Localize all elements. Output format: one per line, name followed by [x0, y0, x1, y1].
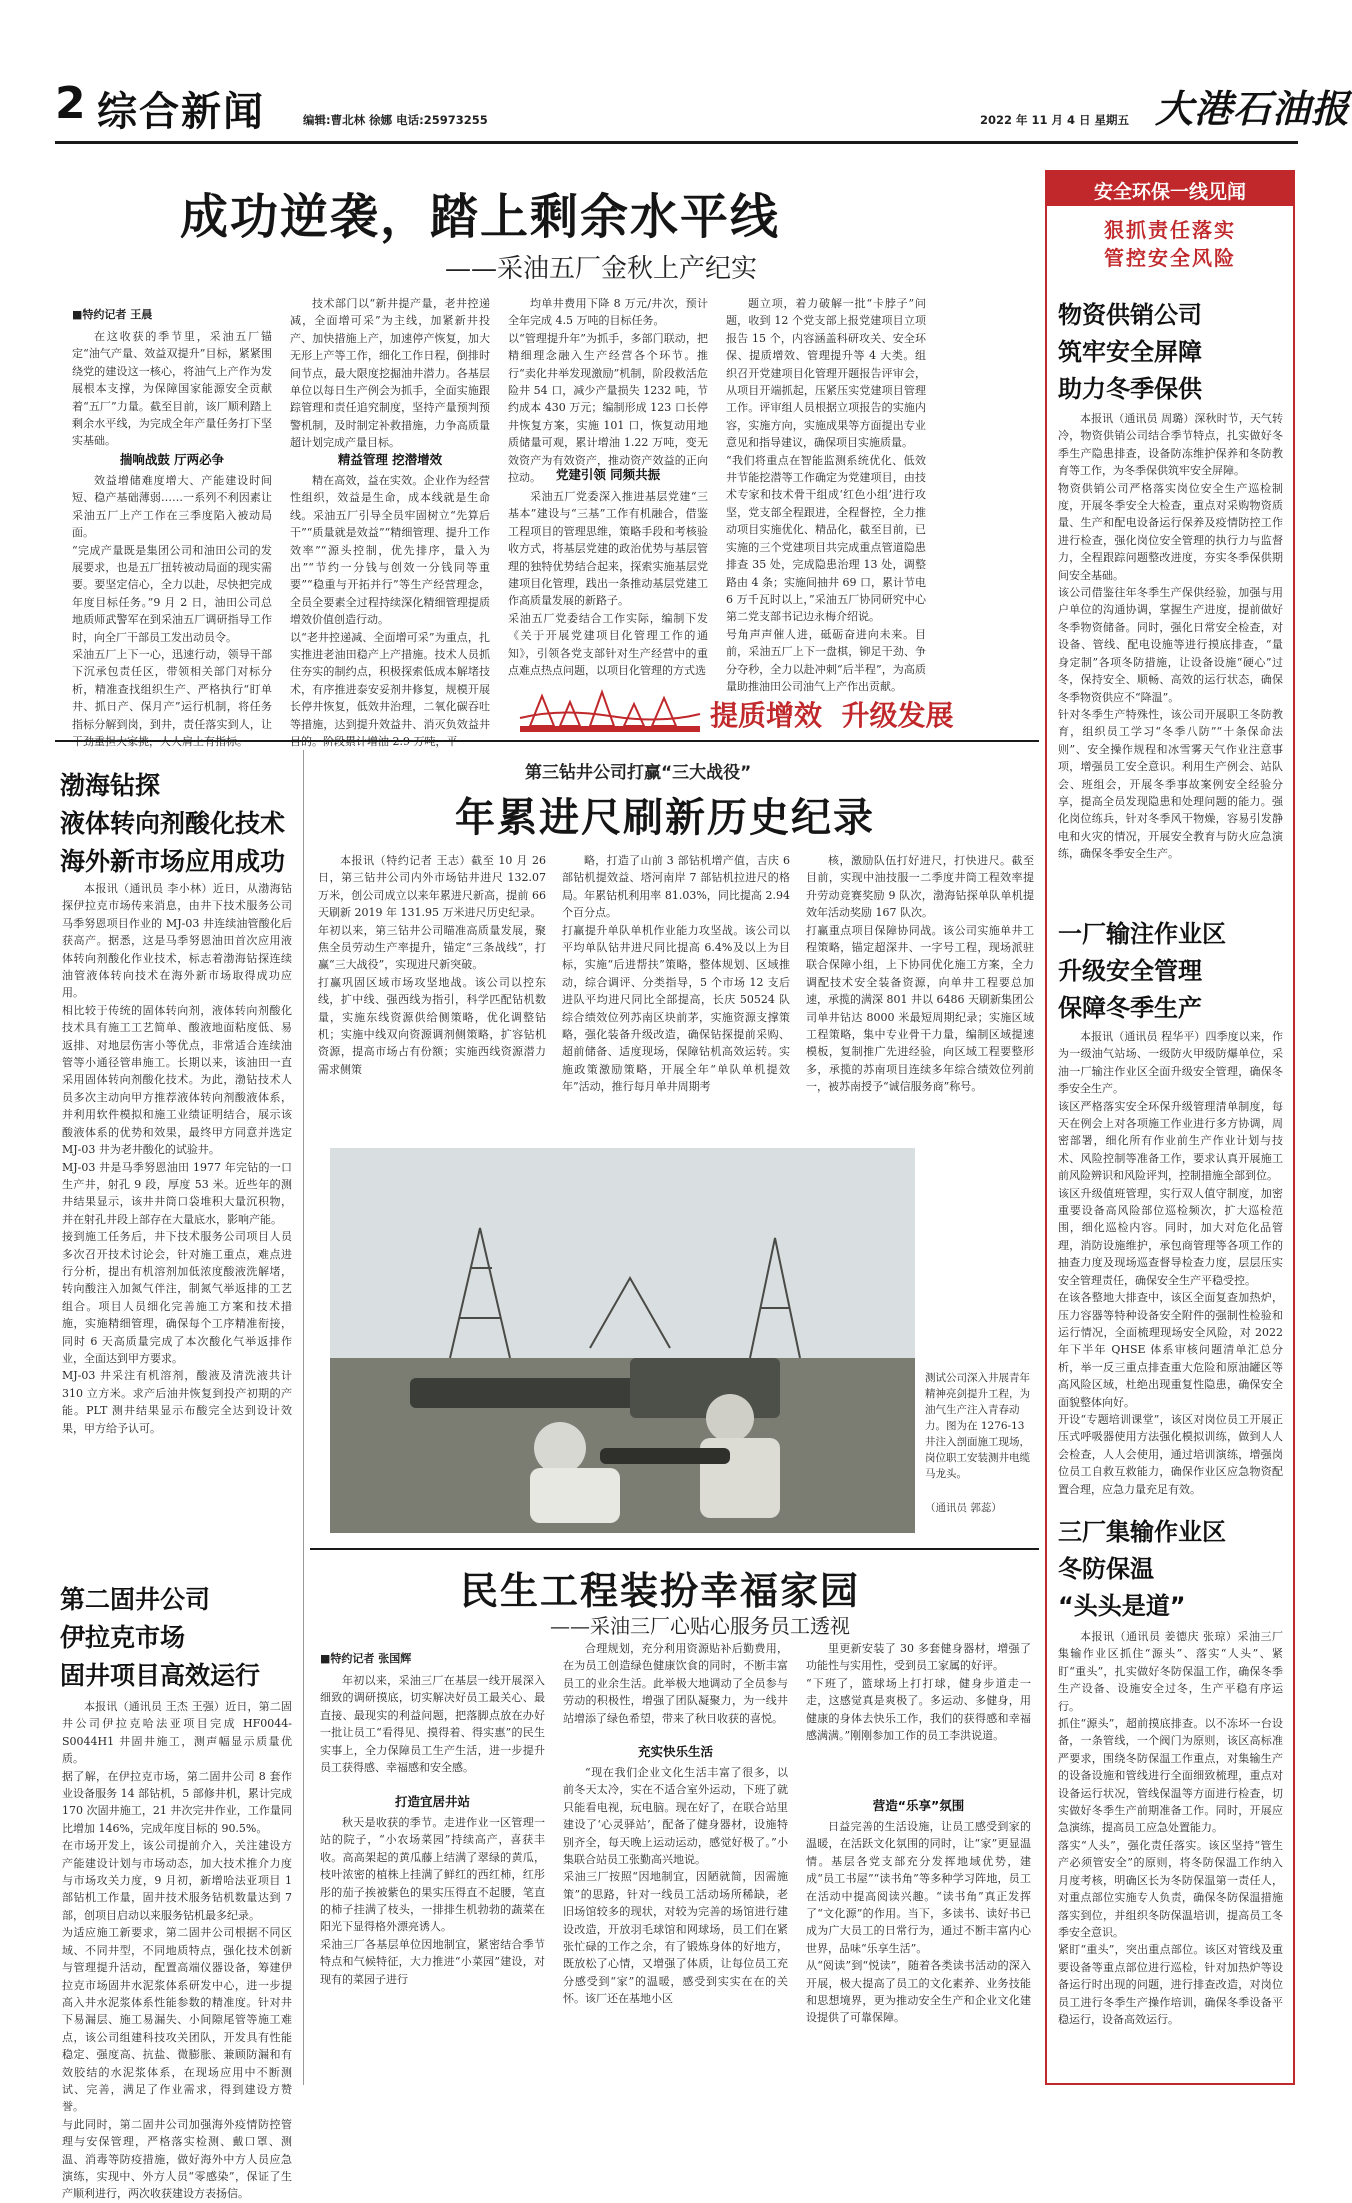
banner-text: 提质增效 升级发展 — [710, 699, 954, 732]
section-title: 综合新闻 — [97, 89, 265, 135]
lead-col4-text: 题立项，着力破解一批“卡脖子”问题，收到 12 个党支部上报党建项目立项报告 15 个，内容涵盖科研攻关、安全环保、提质增效、管理提升等 4 大类。组织召开党建项目化管理开题报告评审会，从项目开端抓起，压紧压实党建项目管理工作。评审组人员根据立项报告的实施内容，实施方向，实施成果等方面提出专业意见和指导建议，确保项目实施质量。 “我们将重点在智能监测系统优化、低效井节能挖潜等工作确定为党建项目，由技术专家和技术骨干组成‘红色小组’进行攻坚，党支部全程跟进，全程督控，全力推动项目实施优化、精品化，截至目前，已实施的三个党建项目共完成重点管道隐患排查 35 处，完成隐患治理 13 处，调整路由 4 条；实施间抽井 69 口，累计节电 6 万千瓦时以上，”采油五厂协同研究中心第二党支部书记边永梅介绍说。 号角声声催人进，砥砺奋进向未来。目前，采油五厂上下一盘棋，铆足干劲、争分夺秒，全力以赴冲刺“后半程”，为高质量助推油田公司油气上产作出贡献。 — [726, 297, 926, 693]
left-column-divider — [303, 750, 304, 2085]
sidebar-a3-title-3: “头头是道” — [1058, 1592, 1186, 1620]
lead-col2-text: 技术部门以“新井提产量，老井控递减，全面增可采”为主线，加紧新井投产、加快措施上产，加速停产恢复，加大无形上产等工作，细化工作日程，倒排时间节点，最大限度挖掘油井潜力。各基层单位以每日生产例会为抓手，全面实施跟踪管理和责任追究制度，坚持产量预判预警机制，及时制定补救措施，力争高质量超计划完成产量目标。 — [290, 297, 490, 450]
second-title-3: 固井项目高效运行 — [60, 1661, 261, 1690]
lead-col2b-text: 精在高效，益在实效。企业作为经营性组织，效益是生命，成本线就是生命线。采油五厂引导全员牢固树立“先算后干”“质量就是效益”“精细管理、提升工作效率”“源头控制，优先排序，量入为出”“节约一分钱与创效一分钱同等重要”“稳重与开拓并行”等生产经营理念，全员全要素全过程持续深化精细管理提质增效价值创造行动。 以“老井控递减、全面增可采”为重点，扎实推进老油田稳产上产措施。技术人员抓住夯实的制约点，积极探索低成本解堵技术，有序推进泰安妥剂井修复，规模开展长停井恢复，低效井治理，二氧化碳吞吐等措施，达到提升效益井、消灭负效益井 — [290, 474, 490, 731]
masthead-rule — [55, 141, 1298, 144]
bohai-title-1: 渤海钻探 — [60, 771, 161, 800]
sidebar-a1-title-3: 助力冬季保供 — [1058, 375, 1202, 403]
lead-subhead-1: 揣响战鼓 厅两必争 — [119, 452, 225, 467]
drill-title: 年累进尺刷新历史纪录 — [455, 795, 875, 841]
livelihood-col3-text: 里更新安装了 30 多套健身器材，增强了功能性与实用性，受到员工家属的好评。 “下班了，篮球场上打打球，健身步道走一走，这感觉真是爽极了。多运动、多健身，用健康的身体去快乐工作，我们的获得感和幸福感满满。”刚刚参加工作的员工李洪说道。 — [806, 1642, 1031, 1743]
mid-rule — [310, 1548, 1039, 1550]
livelihood-col3b-text: 日益完善的生活设施，让员工感受到家的温暖，在活跃文化氛围的同时，让“家”更显温情。基层各党支部充分发挥地域优势，建成“员工书屋”“读书角”等多种学习阵地，员工在活动中提高阅读兴趣。“读书角”真正发挥了“文化源”的作用。当下，多读书、读好书已成为广大员工的日常行为，通过不断丰富内心世界，品味“乐享生活”。 从“阅读”到“悦读”，随着各类读书活动的深入开展，极大提高了员工的文化素养、业务技能和思想境界，更为推动安全生产和企业文化建设提供了可靠保障。 — [806, 1820, 1031, 2025]
sidebar-a3-title-1: 三厂集输作业区 — [1058, 1518, 1226, 1546]
editors-line: 编辑:曹北林 徐娜 电话:25973255 — [303, 113, 488, 127]
lead-byline: ■特约记者 王晨 — [72, 308, 153, 321]
bohai-title-3: 海外新市场应用成功 — [60, 847, 286, 876]
livelihood-col1-text: 年初以来，采油三厂在基层一线开展深入细致的调研摸底，切实解决好员工最关心、最直接、最现实的利益问题，把落脚点放在办好一批让员工“看得见、摸得着、得实惠”的民生实事上，全力保障员工生产生活，进一步提升员工获得感、幸福感和安全感。 — [320, 1674, 545, 1775]
issue-date: 2022 年 11 月 4 日 星期五 — [980, 113, 1130, 127]
livelihood-subtitle: ——采油三厂心贴心服务员工透视 — [550, 1614, 850, 1638]
drill-col3-text: 核，激励队伍打好进尺，打快进尺。截至目前，实现中油技服一二季度井筒工程效率提升劳动竞赛奖励 9 队次，渤海钻探单队单机提效年活动奖励 167 队次。 打赢重点项目保障协同战。该公司实施单井工程策略，锚定超深井、一字号工程，现场派驻联合保障小组，上下协同优化施工方案，全力调配技术安全装备资源，向单井工程要总加速，承揽的满深 801 井以 6486 天刷新集团公司单井钻达 8000 米最短周期纪录；实施区域工程策略，集中专业骨干力量，编制区域提速模板，复制推广先进经验，向区域工程要整形多，承揽的苏南项目连续多年综合绩效位列前一，被苏南授予“诚信服务商”称号。 — [806, 854, 1034, 1094]
news-photo — [330, 1148, 915, 1533]
sidebar-header-text: 安全环保一线见闻 — [1093, 181, 1246, 203]
lead-subhead-2: 精益管理 挖潜增效 — [337, 452, 443, 467]
derrick-graphic — [520, 688, 700, 736]
livelihood-subhead-1: 打造宜居井站 — [394, 1794, 470, 1809]
sidebar-a3-body: 本报讯（通讯员 姜德庆 张琼）采油三厂集输作业区抓住“源头”、落实“人头”、紧盯“重头”，扎实做好冬防保温工作，确保冬季生产设备、设施安全过冬，生产平稳有序运行。 抓住“源头”，超前摸底排查。以不冻坏一台设备，一条管线，一个阀门为原则，该区高标准严要求，围绕冬防保温工作重点，对集输生产的设备设施和管线进行全面细致梳理，重点对设备运行状况，管线保温等方面进行检查，切实做好冬季生产前期准备工作。同时，开展应急演练，提高员工应急处置能力。 落实“人头”，强化责任落实。该区坚持“管生产必须管安全”的原则，将冬防保温工作纳入月度考核，明确区长为冬防保温第一责任人，对重点部位实施专人负责，确保冬防保温措施落实到位，并组织冬防保温培训，提高员工冬季安全意识。 紧盯“重头”，突出重点部位。该区对管线及重要设备等重点部位进行巡检，针对加热炉等设备运行时出现的问题，进行排查改造，对岗位员工进行冬季生产操作培训，确保冬季设备平稳运行，设备高效运行。 — [1058, 1630, 1283, 2026]
second-title-2: 伊拉克市场 — [60, 1623, 186, 1652]
lead-subhead-3: 党建引领 同频共振 — [555, 467, 661, 482]
second-title-1: 第二固井公司 — [60, 1585, 211, 1614]
lead-title: 成功逆袭，踏上剩余水平线 — [180, 189, 781, 245]
bohai-title-2: 液体转向剂酸化技术 — [60, 809, 286, 838]
lead-bottom-rule — [55, 740, 1039, 742]
livelihood-subhead-3: 营造“乐享”氛围 — [872, 1798, 965, 1813]
livelihood-title: 民生工程装扮幸福家园 — [460, 1569, 861, 1613]
sidebar-a2-title-1: 一厂输注作业区 — [1058, 920, 1226, 948]
photo-scene — [330, 1148, 915, 1533]
livelihood-byline: ■特约记者 张国辉 — [320, 1652, 412, 1665]
drill-col1-text: 本报讯（特约记者 王志）截至 10 月 26 日，第三钻井公司内外市场钻井进尺 132.07 万米，创公司成立以来年累进尺新高，提前 66 天刷新 2019 年 131.95 万米进尺历史纪录。 年初以来，第三钻井公司瞄准高质量发展，聚焦全员劳动生产率提升，锚定“三条战线”，打赢“三大战役”，实现进尺新突破。 打赢巩固区域市场攻坚地战。该公司以控东线，扩中线、强西线为指引，科学匹配钻机数量，实施东线资源供给侧策略，优化调整钻机；实施中线双向资源调剂侧策略，扩容钻机资源，提高市场占有份额；实施西线资源潜力需求侧策 — [318, 854, 546, 1076]
lead-col1b-text: 效益增储难度增大、产能建设时间短、稳产基础薄弱……一系列不利因素让采油五厂上产工作在三季度陷入被动局面。 “完成产量既是集团公司和油田公司的发展要求，也是五厂扭转被动局面的现实需要。要坚定信心，全力以赴，尽快把完成年度目标任务。”9 月 2 日，油田公司总地质师武警军在到采油五厂调研指导工作时，向全厂干部员工发出动员令。 采油五厂上下一心，迅速行动，领导干部下沉承包责任区，带领相关部门对标分析，精准查找组织生产、严格执行“盯单井、抓日产、保月产”运行机制，将任务指标分解到岗，到井，责任落实到人，让 — [72, 474, 272, 731]
second-body: 本报讯（通讯员 王杰 王强）近日，第二固井公司伊拉克哈法亚项目完成 HF0044-S0044H1 井固井施工，测声幅显示质量优质。 据了解，在伊拉克市场，第二固井公司 8 套作业设备服务 14 部钻机，5 部修井机，累计完成 170 次固井施工，21 井次完井作业，工作量同比增加 146%，完成年度目标的 90.5%。 在市场开发上，该公司提前介入，关注建设方产能建设计划与市场动态，加大技术推介力度与市场攻关力度，9 月初，新增哈法亚项目 1 部钻机工作量，固井技术服务钻机数量达到 7 部，创项目启动以来服务钻机最多纪录。 为适应施工新要求，第二固井公司根据不同区域、不同井型，不同地质特点，强化技术创新与管理提升活动，配置高端仪器设备，筹建伊拉克市场固井水泥浆体系研发中心，进一步提高入井水泥浆体系性能参数的精准度。针对井下易漏层、施工易漏失、小间隙尾管等施工难点，该公司组建科技攻关团队，开发具有性能稳定、强度高、抗盐、微膨胀、兼顾防漏和有效胶结的水泥浆体系，在现场应用中不断测试、完善，满足了作业需求，得到建设方赞誉。 与此同时，第二固井公司加强海外疫情防控管理与安保管理，严格落实检测、戴口罩、测温、消毒等防疫措施，做好海外中方人员应急演练，实现中、外方人员“零感染”，保证了生产顺利进行，两次收获建设方表扬信。 — [62, 1700, 292, 2201]
photo-credit: （通讯员 郭蕊） — [925, 1502, 1002, 1514]
sidebar-a2-body: 本报讯（通讯员 程华平）四季度以来，作为一级油气站场、一级防火甲级防爆单位，采油一厂输注作业区全面升级安全管理，确保冬季安全生产。 该区严格落实安全环保升级管理清单制度，每天在例会上对各项施工作业进行多方协调，周密部署，细化所有作业前生产作业计划与技术、风险控制等准备工作，要求认真开展施工前风险辨识和风险评判，控制措施全部到位。 该区升级值班管理，实行双人值守制度，加密重要设备高风险部位巡检频次，扩大巡检范围，细化巡检内容。同时，加大对危化品管理，消防设施维护，承包商管理等各项工作的抽查力度及现场巡查督导检查力度，层层压实安全管理责任，确保安全生产平稳受控。 在该各整地大排查中，该区全面复查加热炉，压力容器等特种设备安全附件的强制性检验和运行情况，全面梳理现场安全风险，对 2022 年下半年 QHSE 体系审核问题清单汇总分析，举一反三重点排查重大危险和原油罐区等高风险区域，杜绝出现重复性隐患，确保安全面貌整体向好。 开设“专题培训课堂”，该区对岗位员工开展正压式呼吸器使用方法强化模拟训练，做到人人会检查，人人会使用，通过培训演练，增强岗位员工自救互救能力，确保作业区应急物资配置合理，应急力量充足有效。 — [1058, 1030, 1283, 1496]
livelihood-subhead-2: 充实快乐生活 — [637, 1744, 713, 1759]
sidebar-a3-title-2: 冬防保温 — [1058, 1555, 1154, 1583]
lead-col3b-text: 采油五厂党委深入推进基层党建“三基本”建设与“三基”工作有机融合，借鉴工程项目的管理思维，策略手段和考核验收方式，将基层党建的政治优势与基层管理的独特优势结合起来，探索实施基层党建项目化管理，践出一条推动基层党建工作高质量发展的新路子。 采油五厂党委结合工作实际，编制下发《关于开展党建项目化管理工作的通知》，引领各党支部针对生产经营中的重点难点热点问题，以项目化管理的方式选 — [508, 490, 708, 678]
lead-col3-text: 均单井费用下降 8 万元/井次，预计全年完成 4.5 万吨的目标任务。 以“管理提升年”为抓手，多部门联动，把精细理念融入生产经营各个环节。推行“卖化井举发现激励”机制，阶段救活危险井 54 口，减少产量损失 1232 吨，节约成本 430 万元；编制形成 123 口长停井恢复方案，实施 101 口，恢复动用地质储量可观，累计增油 1.22 万吨，变无效资产为有效资产，推动资产效益的正向拉动。 — [508, 297, 708, 485]
livelihood-col1b-text: 秋天是收获的季节。走进作业一区管理一站的院子，“小农场菜园”持续高产，喜获丰收。高高架起的黄瓜藤上结满了翠绿的黄瓜，枝叶浓密的植株上挂满了鲜红的西红柿，红彤彤的茄子挨被紫色的果实压得直不起腰，笔直的柿子挂满了枝头，一排排生机勃勃的蔬菜在阳光下显得格外漂亮诱人。 采油三厂各基层单位因地制宜，紧密结合季节特点和气候特征，大力推进“小菜园”建设，对现有的菜园子进行 — [320, 1816, 545, 1986]
banner — [520, 686, 1020, 738]
paper-logo: 大港石油报 — [1155, 86, 1351, 131]
bohai-body: 本报讯（通讯员 李小林）近日，从渤海钻探伊拉克市场传来消息，由井下技术服务公司马季努恩项目作业的 MJ-03 井连续油管酸化后获高产。据悉，这是马季努恩油田首次应用液体转向剂酸化作业技术，标志着渤海钻探连续油管液体转向技术在海外新市场取得成功应用。 相比较于传统的固体转向剂，液体转向剂酸化技术具有施工工艺简单、酸液地面粘度低、易返排、对地层伤害小等优点，非常适合连续油管等小通径管串施工。长期以来，该油田一直采用固体转向剂酸化技术。为此，渤钻技术人员多次主动向甲方推荐液体转向剂酸液体系，并利用软件模拟和施工业绩证明结合，展示该酸液体系的优势和效果，最终甲方同意并选定 MJ-03 井为老井酸化的试验井。 MJ-03 井是马季努恩油田 1977 年完钻的一口生产井，射孔 9 段，厚度 53 米。近些年的测井结果显示，该井井筒口袋堆积大量沉积物，并在射孔井段上部存在大量底水，影响产能。 接到施工任务后，井下技术服务公司项目人员多次召开技术讨论会，针对施工重点，难点进行分析，提出有机溶剂加低浓度酸液洗解堵，转向酸注入加氮气伴注，制氮气举返排的工艺组合。项目人员细化完善施工方案和技术措施，实施精细管理，确保每个工序精准衔接，同时 6 天高质量完成了本次酸化气举返排作业，全面达到甲方要求。 MJ-03 井采注有机溶剂，酸液及清洗液共计 310 立方米。求产后油井恢复到投产初期的产能。PLT 测井结果显示布酸完全达到设计效果，甲方给予认可。 — [62, 882, 292, 1435]
page-number: 2 — [55, 78, 86, 129]
sidebar-a2-title-2: 升级安全管理 — [1058, 957, 1202, 985]
sidebar-a2-title-3: 保障冬季生产 — [1058, 994, 1202, 1022]
sidebar-slogan-1: 狠抓责任落实 — [1104, 218, 1236, 242]
drill-kicker: 第三钻井公司打赢“三大战役” — [525, 763, 752, 783]
livelihood-col2b-text: “现在我们企业文化生活丰富了很多，以前冬天太冷，实在不适合室外运动，下班了就只能看电视，玩电脑。现在好了，在联合站里建设了‘心灵驿站’，配备了健身器材，设施特别齐全，每天晚上运动运动，感觉好极了。”小集联合站员工张勤高兴地说。 采油三厂按照“因地制宜，因陋就简，因需施策”的思路，针对一线员工活动场所稀缺，老旧场馆较多的现状，对较为完善的场馆进行建设改造，开放羽毛球馆和网球场，员工们在紧张忙碌的工作之余，有了锻炼身体的好地方，既放松了心情，又增强了体质，让每位员工充分感受到“家”的温暖，感受到实实在在的关怀。该厂还在基地小区 — [563, 1766, 788, 2006]
sidebar-header — [1047, 172, 1293, 206]
sidebar-a1-title-2: 筑牢安全屏障 — [1058, 338, 1202, 366]
lead-subtitle: ——采油五厂金秋上产纪实 — [445, 254, 758, 284]
livelihood-col2-text: 合理规划，充分利用资源贴补后勤费用，在为员工创造绿色健康饮食的同时，不断丰富员工的业余生活。此举极大地调动了全员参与劳动的积极性，增强了团队凝聚力，为一线井站增添了绿色希望，带来了秋日收获的喜悦。 — [563, 1642, 788, 1725]
sidebar-a1-body: 本报讯（通讯员 周璐）深秋时节，天气转冷，物资供销公司结合季节特点，扎实做好冬季生产隐患排查，设备防冻维护保养和冬防教育等工作，为冬季保供筑牢安全屏障。 物资供销公司严格落实岗位安全生产巡检制度，开展冬季安全大检查，重点对采购物资质量、生产和配电设备运行保养及疫情防控工作进行检查，强化岗位安全管理的执行力与监督力，全程跟踪问题整改进度，夯实冬季保供期间安全基础。 该公司借鉴往年冬季生产保供经验，加强与用户单位的沟通协调，掌握生产进度，提前做好冬季物资储备。同时，强化日常安全检查，对设备、管线、配电设施等进行摸底排查，“量身定制”各项冬防措施，让设备设施“硬心”过冬，保持安全、顺畅、高效的运行状态，确保冬季物资供应不“降温”。 针对冬季生产特殊性，该公司开展职工冬防教育，组织员工学习“冬季八防”“十条保命法则”、安全操作规程和冰雪雾天气作业注意事项，增强员工安全意识。利用生产例会、站队会、班组会，开展冬季事故案例安全经验分享，提高全员发现隐患和处理问题的能力。强化岗位练兵，针对冬季风干物燥，容易引发静电和火灾的情况，开展安全教育与防火应急演练，确保冬季安全生产。 — [1058, 412, 1283, 861]
lead-col1-text: 在这收获的季节里，采油五厂锚定“油气产量、效益双提升”目标，紧紧围绕党的建设这一核心，将油气上产作为发展根本支撑，为保障国家能源安全贡献着“五厂”力量。截至目前，该厂顺利踏上剩余水平线，为完成全年产量任务打下坚实基础。 — [72, 330, 272, 448]
drill-col2-text: 略，打造了山前 3 部钻机增产值，吉庆 6 部钻机提效益、塔河南岸 7 部钻机拉进尺的格局。年累钻机利用率 81.03%，同比提高 2.94 个百分点。 打赢提升单队单机作业能力攻坚战。该公司以平均单队钻井进尺同比提高 6.4%及以上为目标，实施“后进帮扶”策略，整体规划、区域推动，综合调评、分类指导，5 个市场 12 支后进队平均进尺同比全部提高，长庆 50524 队综合绩效位列苏南区块前茅，实施资源支撑策略，强化装备升级改造，确保钻探提前采购、超前储备、适度现场，保障钻机高效运转。实施政策激励策略，开展全年“单队单机提效年”活动，推行每月单井周期考 — [562, 854, 790, 1094]
sidebar-a1-title-1: 物资供销公司 — [1058, 301, 1202, 329]
sidebar-slogan-2: 管控安全风险 — [1104, 246, 1236, 270]
photo-caption: 测试公司深入井展青年精神亮剑提升工程，为油气生产注入青春动力。图为在 1276-13 井注入剖面施工现场，岗位职工安装测井电缆马龙头。 — [925, 1372, 1030, 1480]
masthead — [55, 78, 1351, 138]
